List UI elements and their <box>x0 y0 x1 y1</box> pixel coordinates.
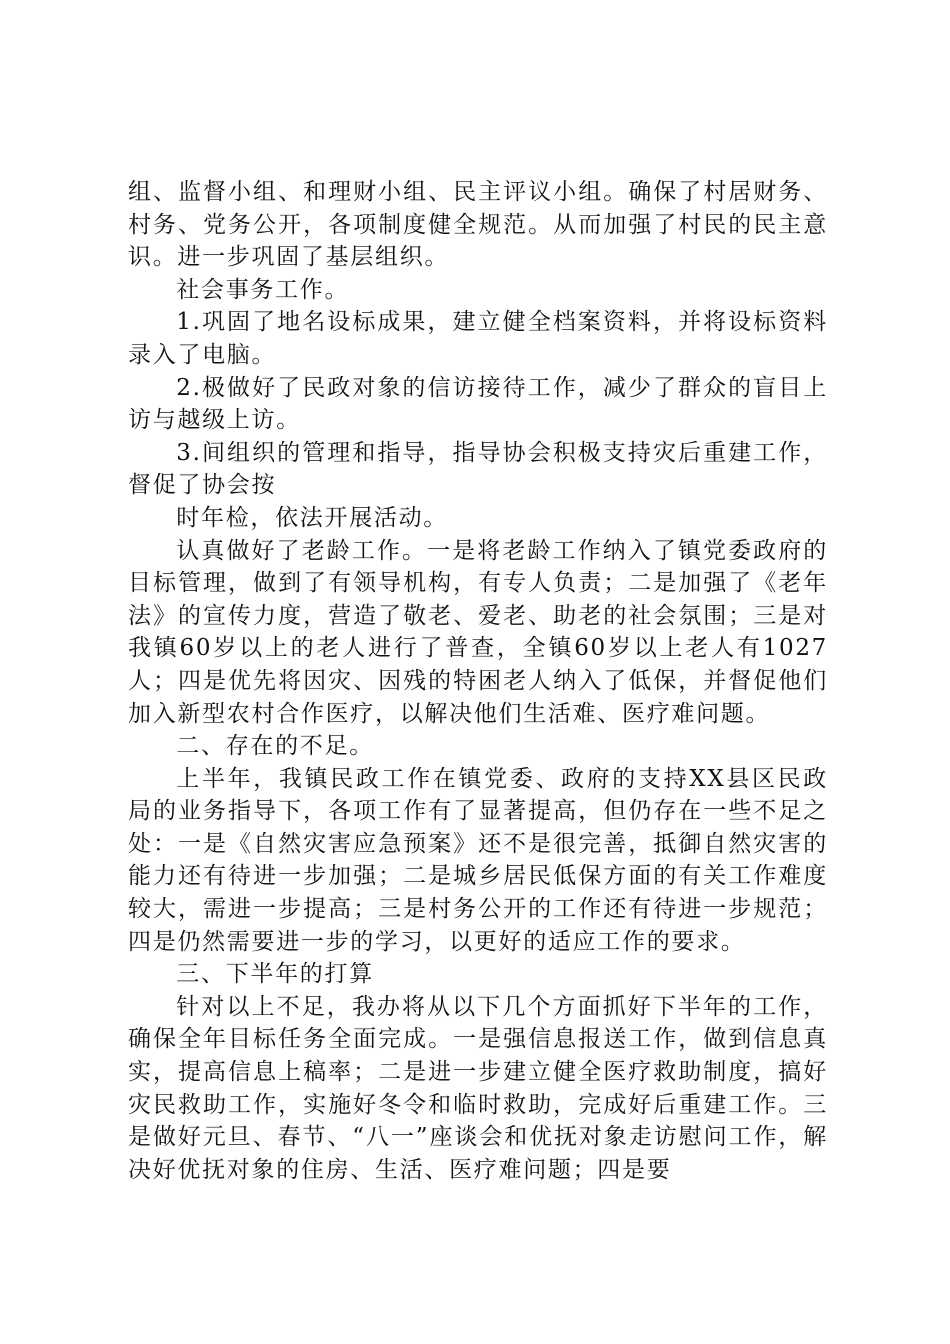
section-heading-2: 二、存在的不足。 <box>176 733 374 760</box>
paragraph-6: 时年检，依法开展活动。 <box>176 504 448 531</box>
paragraph-1: 组、监督小组、和理财小组、民主评议小组。确保了村居财务、村务、党务公开，各项制度健全规范。从而加强了村民的民主意识。进一步巩固了基层组织。 <box>128 179 828 271</box>
paragraph-7: 认真做好了老龄工作。一是将老龄工作纳入了镇党委政府的目标管理，做到了有领导机构，有专人负责；二是加强了《老年法》的宣传力度，营造了敬老、爱老、助老的社会氛围；三是对我镇60岁以上的老人进行了普查，全镇60岁以上老人有1027人；四是优先将因灾、因残的特困老人纳入了低保，并督促他们加入新型农村合作医疗，以解决他们生活难、医疗难问题。 <box>128 537 828 727</box>
paragraph-4: 2.极做好了民政对象的信访接待工作，减少了群众的盲目上访与越级上访。 <box>128 374 828 434</box>
section-heading-3: 三、下半年的打算 <box>176 961 374 988</box>
paragraph-2: 社会事务工作。 <box>176 276 350 303</box>
paragraph-5: 3.间组织的管理和指导，指导协会积极支持灾后重建工作，督促了协会按 <box>128 439 828 499</box>
paragraph-9: 上半年，我镇民政工作在镇党委、政府的支持XX县区民政局的业务指导下，各项工作有了显著提高，但仍存在一些不足之处：一是《自然灾害应急预案》还不是很完善，抵御自然灾害的能力还有待进一步加强；二是城乡居民低保方面的有关工作难度较大，需进一步提高；三是村务公开的工作还有待进一步规范；四是仍然需要进一步的学习，以更好的适应工作的要求。 <box>128 765 828 955</box>
paragraph-3: 1.巩固了地名设标成果，建立健全档案资料，并将设标资料录入了电脑。 <box>128 309 828 368</box>
paragraph-11: 针对以上不足，我办将从以下几个方面抓好下半年的工作，确保全年目标任务全面完成。一是强信息报送工作，做到信息真实，提高信息上稿率；二是进一步建立健全医疗救助制度，搞好灾民救助工作，实施好冬令和临时救助，完成好后重建工作。三是做好元旦、春节、“八一”座谈会和优抚对象走访慰问工作，解决好优抚对象的住房、生活、医疗难问题；四是要 <box>128 993 828 1183</box>
document-body <box>128 176 828 1186</box>
